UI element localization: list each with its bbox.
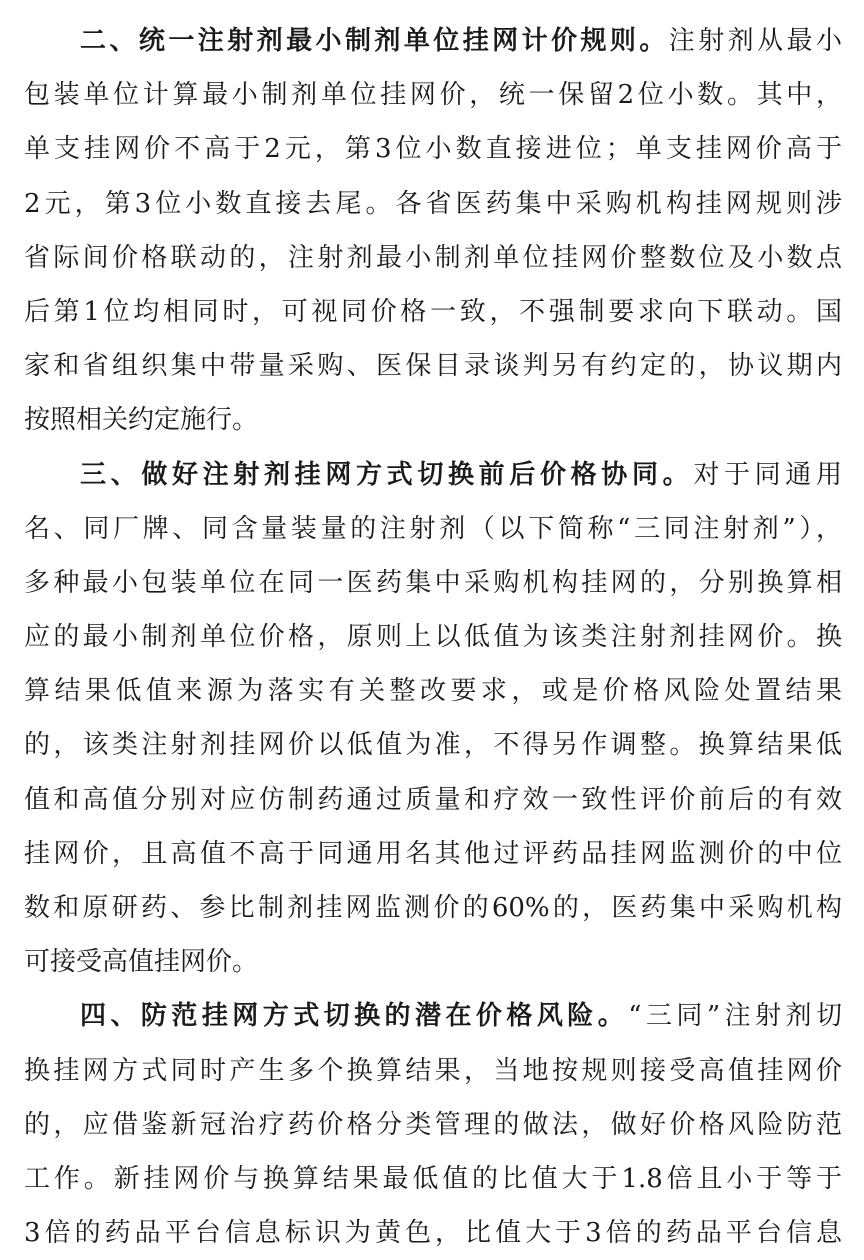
body-line: 多种最小包装单位在同一医药集中采购机构挂网的，分别换算相 <box>24 567 842 598</box>
section-two-heading: 二、统一注射剂最小制剂单位挂网计价规则。 <box>80 26 669 56</box>
body-line: 挂网价，且高值不高于同通用名其他过评药品挂网监测价的中位 <box>24 838 842 869</box>
section-three <box>24 448 842 990</box>
body-line: 包装单位计算最小制剂单位挂网价，统一保留2位小数。其中， <box>24 80 842 111</box>
section-two-first-line <box>24 14 842 68</box>
body-line: 单支挂网价不高于2元，第3位小数直接进位；单支挂网价高于 <box>24 134 842 165</box>
body-text: 注射剂从最小 <box>668 26 842 56</box>
body-line: 算结果低值来源为落实有关整改要求，或是价格风险处置结果 <box>24 676 842 707</box>
section-four <box>24 989 842 1260</box>
body-line: 值和高值分别对应仿制药通过质量和疗效一致性评价前后的有效 <box>24 784 842 815</box>
section-three-heading: 三、做好注射剂挂网方式切换前后价格协同。 <box>80 459 694 490</box>
body-line: 工作。新挂网价与换算结果最低值的比值大于1.8倍且小于等于 <box>24 1163 842 1194</box>
body-text: “三同”注射剂切 <box>628 1001 842 1032</box>
body-line: 的，应借鉴新冠治疗药价格分类管理的做法，做好价格风险防范 <box>24 1109 842 1140</box>
body-line: 后第1位均相同时，可视同价格一致，不强制要求向下联动。国 <box>24 296 842 327</box>
section-three-first-line <box>24 448 842 502</box>
body-line: 数和原研药、参比制剂挂网监测价的60%的，医药集中采购机构 <box>24 893 842 923</box>
body-line: 应的最小制剂单位价格，原则上以低值为该类注射剂挂网价。换 <box>24 622 842 653</box>
body-line: 名、同厂牌、同含量装量的注射剂（以下简称“三同注射剂”）， <box>24 513 842 544</box>
body-line: 换挂网方式同时产生多个换算结果，当地按规则接受高值挂网价 <box>24 1055 842 1086</box>
body-text: 对于同通用 <box>693 459 842 490</box>
body-line: 按照相关约定施行。 <box>24 405 259 436</box>
body-line: 2元，第3位小数直接去尾。各省医药集中采购机构挂网规则涉 <box>24 188 842 219</box>
section-four-heading: 四、防范挂网方式切换的潜在价格风险。 <box>80 1001 629 1032</box>
body-line: 的，该类注射剂挂网价以低值为准，不得另作调整。换算结果低 <box>24 730 842 761</box>
body-line: 省际间价格联动的，注射剂最小制剂单位挂网价整数位及小数点 <box>24 242 842 273</box>
section-four-first-line <box>24 989 842 1043</box>
body-line: 家和省组织集中带量采购、医保目录谈判另有约定的，协议期内 <box>24 351 842 382</box>
body-line: 可接受高值挂网价。 <box>24 947 259 978</box>
section-two <box>24 14 842 448</box>
body-line: 3倍的药品平台信息标识为黄色，比值大于3倍的药品平台信息 <box>24 1218 842 1249</box>
